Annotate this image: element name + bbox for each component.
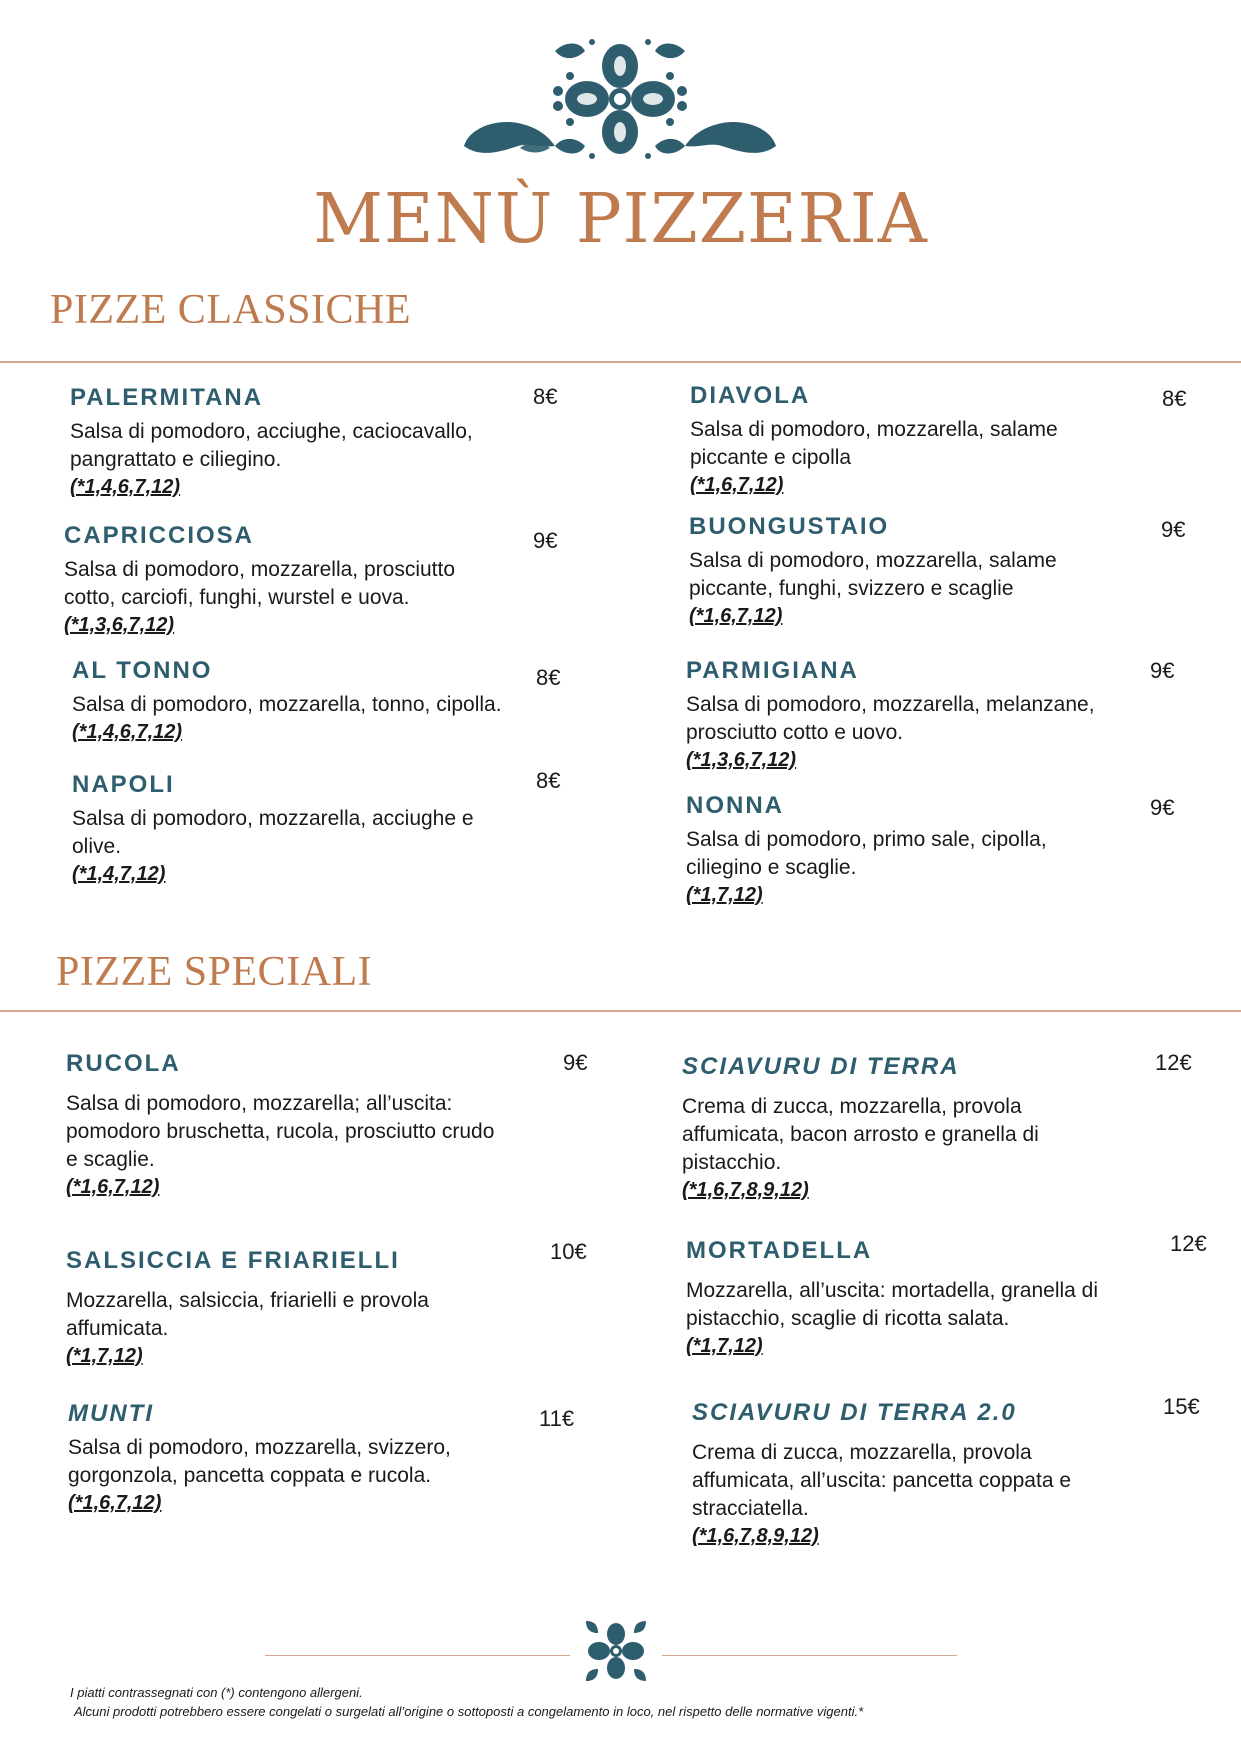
item-price: 9€ xyxy=(533,528,558,553)
item-price: 12€ xyxy=(1170,1231,1207,1256)
item-desc-line: affumicata. xyxy=(66,1317,169,1340)
item-desc-line: Salsa di pomodoro, mozzarella, tonno, cipolla. xyxy=(72,693,502,716)
menu-item xyxy=(682,1053,1202,1202)
item-desc-line: stracciatella. xyxy=(692,1497,809,1520)
menu-item xyxy=(686,792,1206,907)
item-name: RUCOLA xyxy=(66,1050,181,1077)
item-price: 9€ xyxy=(1161,517,1186,542)
item-name: BUONGUSTAIO xyxy=(689,513,890,540)
menu-item xyxy=(692,1399,1212,1548)
item-desc-line: prosciutto cotto e uovo. xyxy=(686,721,904,744)
item-desc-line: Mozzarella, all’uscita: mortadella, granella di xyxy=(686,1279,1099,1302)
item-price: 9€ xyxy=(563,1050,588,1075)
item-price: 8€ xyxy=(1162,386,1187,411)
item-desc-line: Salsa di pomodoro, mozzarella, svizzero, xyxy=(68,1436,451,1459)
item-desc-line: pistacchio, scaglie di ricotta salata. xyxy=(686,1307,1010,1330)
item-name: SCIAVURU DI TERRA 2.0 xyxy=(692,1399,1017,1426)
item-desc-line: olive. xyxy=(72,835,122,858)
item-name: DIAVOLA xyxy=(690,382,811,409)
item-desc-line: Salsa di pomodoro, mozzarella, prosciutto xyxy=(64,558,456,581)
item-desc-line: gorgonzola, pancetta coppata e rucola. xyxy=(68,1464,432,1487)
item-name: MUNTI xyxy=(68,1400,154,1427)
item-name: PARMIGIANA xyxy=(686,657,859,684)
item-desc-line: Salsa di pomodoro, primo sale, cipolla, xyxy=(686,828,1047,851)
item-desc-line: Crema di zucca, mozzarella, provola xyxy=(692,1441,1032,1464)
item-allergens: (*1,7,12) xyxy=(686,1335,763,1357)
item-price: 9€ xyxy=(1150,658,1175,683)
item-desc-line: pomodoro bruschetta, rucola, prosciutto crudo xyxy=(66,1120,495,1143)
menu-item xyxy=(689,513,1209,628)
item-desc-line: Salsa di pomodoro, mozzarella; all’uscita: xyxy=(66,1092,453,1115)
item-desc-line: ciliegino e scaglie. xyxy=(686,856,857,879)
item-desc-line: cotto, carciofi, funghi, wurstel e uova. xyxy=(64,586,410,609)
item-name: PALERMITANA xyxy=(70,384,264,411)
item-desc-line: Salsa di pomodoro, mozzarella, acciughe e xyxy=(72,807,474,830)
item-allergens: (*1,7,12) xyxy=(66,1345,143,1367)
item-allergens: (*1,4,6,7,12) xyxy=(70,476,181,498)
item-allergens: (*1,6,7,8,9,12) xyxy=(692,1525,819,1547)
item-desc-line: Salsa di pomodoro, mozzarella, salame xyxy=(690,418,1058,441)
footer-note-allergens: I piatti contrassegnati con (*) contengono allergeni. xyxy=(70,1685,363,1700)
item-allergens: (*1,3,6,7,12) xyxy=(686,749,797,771)
item-name: AL TONNO xyxy=(72,657,213,684)
item-allergens: (*1,6,7,12) xyxy=(690,474,784,496)
menu-item xyxy=(70,384,590,499)
item-name: SCIAVURU DI TERRA xyxy=(682,1053,960,1080)
menu-item xyxy=(66,1247,586,1368)
item-name: SALSICCIA E FRIARIELLI xyxy=(66,1247,400,1274)
item-price: 8€ xyxy=(536,665,561,690)
floral-tile-icon xyxy=(584,1619,648,1683)
item-allergens: (*1,3,6,7,12) xyxy=(64,614,175,636)
item-desc-line: piccante, funghi, svizzero e scaglie xyxy=(689,577,1014,600)
item-desc-line: Salsa di pomodoro, mozzarella, salame xyxy=(689,549,1057,572)
menu-item xyxy=(686,657,1206,772)
item-desc-line: affumicata, all’uscita: pancetta coppata e xyxy=(692,1469,1072,1492)
item-name: MORTADELLA xyxy=(686,1237,873,1264)
item-desc-line: Salsa di pomodoro, acciughe, caciocavallo, xyxy=(70,420,473,443)
section-divider xyxy=(0,361,1241,363)
menu-item xyxy=(66,1050,586,1199)
section-divider xyxy=(0,1010,1241,1012)
item-desc-line: pangrattato e ciliegino. xyxy=(70,448,282,471)
section-title-speciali: PIZZE SPECIALI xyxy=(56,949,373,995)
item-allergens: (*1,6,7,12) xyxy=(68,1492,162,1514)
item-price: 8€ xyxy=(533,384,558,409)
menu-item xyxy=(64,522,584,637)
footer-divider-left xyxy=(265,1655,570,1656)
item-price: 9€ xyxy=(1150,795,1175,820)
item-desc-line: Mozzarella, salsiccia, friarielli e provola xyxy=(66,1289,429,1312)
item-name: CAPRICCIOSA xyxy=(64,522,255,549)
item-desc-line: affumicata, bacon arrosto e granella di xyxy=(682,1123,1039,1146)
item-price: 12€ xyxy=(1155,1050,1192,1075)
footer-divider-right xyxy=(662,1655,957,1656)
item-desc-line: e scaglie. xyxy=(66,1148,155,1171)
menu-item xyxy=(686,1237,1206,1358)
item-allergens: (*1,6,7,12) xyxy=(689,605,783,627)
item-name: NAPOLI xyxy=(72,771,175,798)
item-desc-line: piccante e cipolla xyxy=(690,446,852,469)
section-title-classiche: PIZZE CLASSICHE xyxy=(50,287,412,333)
menu-item xyxy=(72,657,592,744)
item-allergens: (*1,4,6,7,12) xyxy=(72,721,183,743)
item-desc-line: Salsa di pomodoro, mozzarella, melanzane, xyxy=(686,693,1095,716)
item-allergens: (*1,6,7,8,9,12) xyxy=(682,1179,809,1201)
item-price: 15€ xyxy=(1163,1394,1200,1419)
menu-item xyxy=(72,771,592,886)
item-price: 10€ xyxy=(550,1239,587,1264)
page-title: MENÙ PIZZERIA xyxy=(313,180,928,259)
floral-ornament-icon xyxy=(460,36,780,161)
item-desc-line: pistacchio. xyxy=(682,1151,782,1174)
item-allergens: (*1,6,7,12) xyxy=(66,1176,160,1198)
item-name: NONNA xyxy=(686,792,784,819)
item-price: 8€ xyxy=(536,768,561,793)
menu-item xyxy=(68,1400,588,1515)
footer-note-frozen: Alcuni prodotti potrebbero essere congelati o surgelati all’origine o sottoposti a congelamento in loco, nel rispetto delle normative vigenti.* xyxy=(74,1704,864,1719)
item-price: 11€ xyxy=(539,1406,575,1431)
item-allergens: (*1,7,12) xyxy=(686,884,763,906)
item-desc-line: Crema di zucca, mozzarella, provola xyxy=(682,1095,1022,1118)
menu-item xyxy=(690,382,1210,497)
item-allergens: (*1,4,7,12) xyxy=(72,863,166,885)
